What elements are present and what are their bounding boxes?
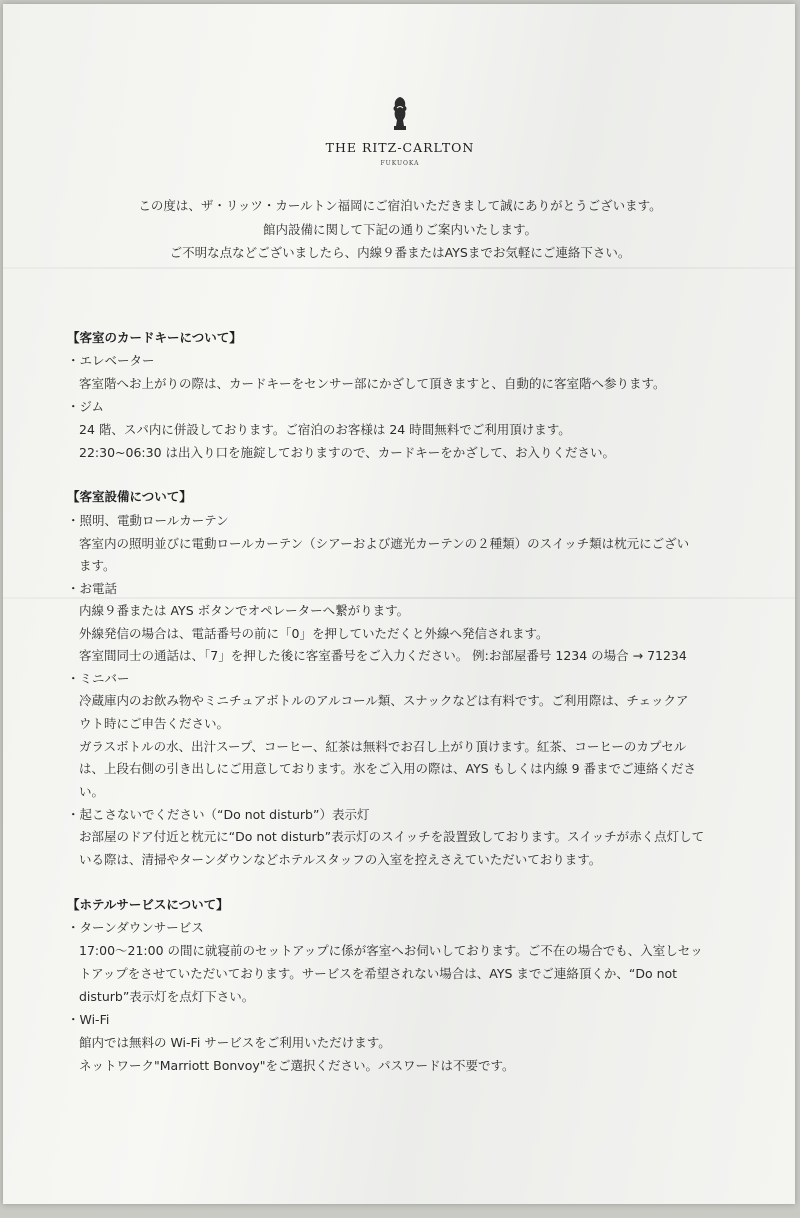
brand-name: THE RITZ-CARLTON — [325, 140, 475, 155]
section-heading: 【客室設備について】 — [67, 489, 192, 504]
item-title: ・ミニバー — [67, 671, 130, 686]
paper-fold — [3, 267, 795, 269]
item-text: いる際は、清掃やターンダウンなどホテルスタッフの入室を控えさえていただいております。 — [79, 852, 602, 867]
item-text: disturb”表示灯を点灯下さい。 — [79, 989, 255, 1004]
item-text: ネットワーク"Marriott Bonvoy"をご選択ください。パスワードは不要です。 — [79, 1058, 515, 1073]
item-text: トアップをさせていただいております。サービスを希望されない場合は、AYS までご連絡頂くか、“Do not — [79, 966, 678, 981]
item-title: ・ターンダウンサービス — [67, 920, 204, 935]
greeting-line: この度は、ザ・リッツ・カールトン福岡にご宿泊いただきまして誠にありがとうございます。 — [138, 198, 662, 213]
item-text: 内線９番または AYS ボタンでオペレーターへ繋がります。 — [79, 603, 410, 618]
item-text: 17:00～21:00 の間に就寝前のセットアップに係が客室へお伺いしております。ご不在の場合でも、入室しセッ — [79, 943, 703, 958]
item-text: 冷蔵庫内のお飲み物やミニチュアボトルのアルコール類、スナックなどは有料です。ご利用際は、チェックア — [79, 693, 689, 708]
section-heading: 【客室のカードキーについて】 — [67, 330, 242, 345]
lion-crest-logo — [0, 96, 800, 136]
item-text: お部屋のドア付近と枕元に“Do not disturb”表示灯のスイッチを設置致しております。スイッチが赤く点灯して — [79, 829, 705, 844]
item-text: い。 — [79, 784, 105, 799]
item-text: ガラスボトルの水、出汁スープ、コーヒー、紅茶は無料でお召し上がり頂けます。紅茶、コーヒーのカプセル — [79, 739, 687, 754]
item-title: ・照明、電動ロールカーテン — [67, 513, 229, 528]
item-text: ウト時にご申告ください。 — [79, 716, 230, 731]
item-text: 客室階へお上がりの際は、カードキーをセンサー部にかざして頂きますと、自動的に客室階へ参ります。 — [79, 376, 666, 391]
greeting-line: 館内設備に関して下記の通りご案内いたします。 — [262, 222, 537, 237]
item-title: ・エレベーター — [67, 353, 155, 368]
item-text: 客室間同士の通話は、「7」を押した後に客室番号をご入力ください。 例:お部屋番号 1234 の場合 → 71234 — [79, 648, 687, 663]
item-text: 館内では無料の Wi-Fi サービスをご利用いただけます。 — [79, 1035, 391, 1050]
brand-location: FUKUOKA — [380, 160, 420, 167]
item-text: 外線発信の場合は、電話番号の前に「0」を押していただくと外線へ発信されます。 — [79, 626, 549, 641]
item-text: 客室内の照明並びに電動ロールカーテン（シアーおよび遮光カーテンの２種類）のスイッチ類は枕元にござい — [79, 536, 690, 551]
item-title: ・Wi-Fi — [67, 1012, 110, 1027]
greeting-line: ご不明な点などございましたら、内線９番またはAYSまでお気軽にご連絡下さい。 — [169, 245, 631, 260]
item-text: 22:30~06:30 は出入り口を施錠しておりますので、カードキーをかざして、お入りください。 — [79, 445, 615, 460]
section-heading: 【ホテルサービスについて】 — [67, 897, 229, 912]
item-text: ます。 — [79, 558, 116, 573]
item-text: は、上段右側の引き出しにご用意しております。氷をご入用の際は、AYS もしくは内線 9 番までご連絡くださ — [79, 761, 697, 776]
item-title: ・お電話 — [67, 581, 118, 596]
item-text: 24 階、スパ内に併設しております。ご宿泊のお客様は 24 時間無料でご利用頂けます。 — [79, 422, 571, 437]
item-title: ・ジム — [67, 399, 105, 414]
paper-fold — [3, 597, 795, 599]
item-title: ・起こさないでください（“Do not disturb”）表示灯 — [67, 807, 370, 822]
